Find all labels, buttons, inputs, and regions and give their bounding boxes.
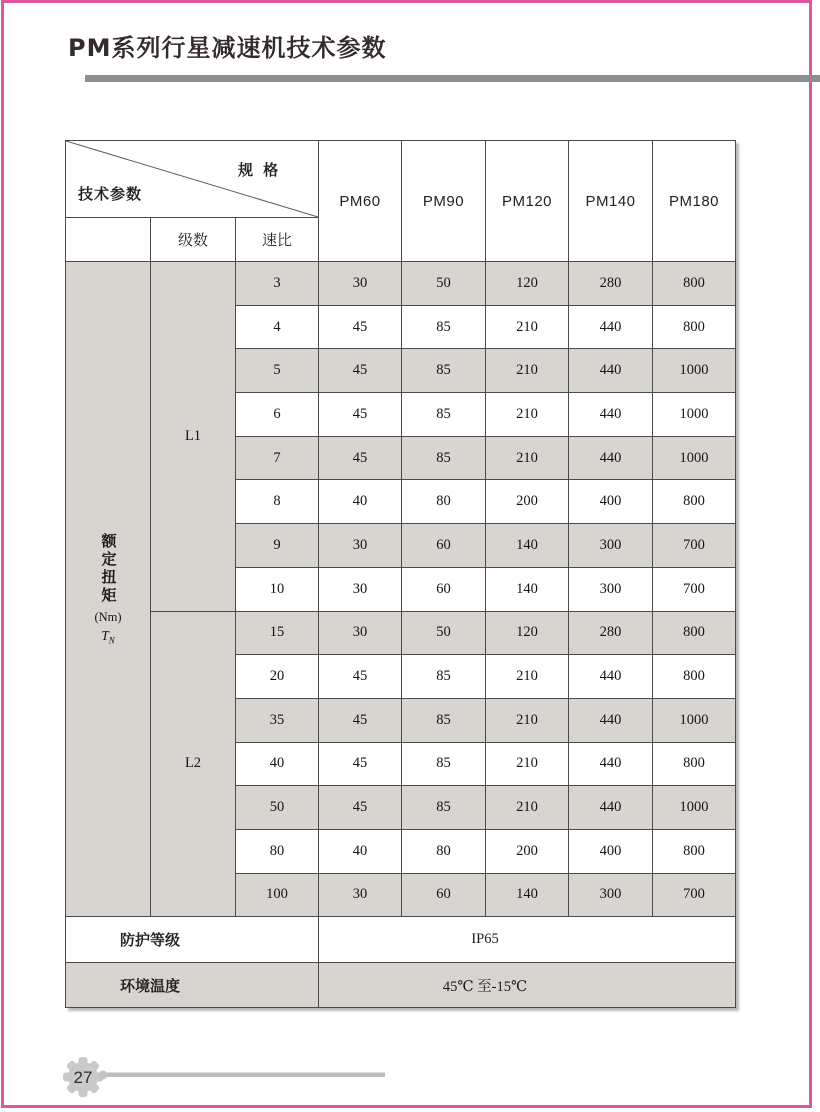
value-cell: 400 xyxy=(569,829,653,873)
page-number: 27 xyxy=(73,1068,93,1087)
value-cell: 300 xyxy=(569,873,653,917)
ratio-cell: 15 xyxy=(236,611,319,655)
value-cell: 60 xyxy=(402,567,486,611)
stage-cell-l2: L2 xyxy=(151,611,236,917)
value-cell: 440 xyxy=(569,436,653,480)
value-cell: 30 xyxy=(319,873,402,917)
rated-torque-row-header xyxy=(66,262,151,917)
ambient-temperature-value: 45℃ 至-15℃ xyxy=(319,962,736,1008)
value-cell: 700 xyxy=(653,873,736,917)
stage-header-cell: 级数 xyxy=(151,218,236,262)
value-cell: 440 xyxy=(569,349,653,393)
value-cell: 210 xyxy=(486,786,569,830)
ratio-cell: 10 xyxy=(236,567,319,611)
ratio-cell: 3 xyxy=(236,262,319,306)
value-cell: 800 xyxy=(653,829,736,873)
column-header-pm90: PM90 xyxy=(402,141,486,262)
value-cell: 1000 xyxy=(653,393,736,437)
value-cell: 60 xyxy=(402,873,486,917)
value-cell: 800 xyxy=(653,742,736,786)
value-cell: 440 xyxy=(569,393,653,437)
value-cell: 45 xyxy=(319,305,402,349)
value-cell: 45 xyxy=(319,436,402,480)
value-cell: 1000 xyxy=(653,436,736,480)
parameters-table xyxy=(65,140,736,1008)
footer-rule-line xyxy=(107,1073,385,1078)
empty-header-cell xyxy=(66,218,151,262)
value-cell: 45 xyxy=(319,393,402,437)
value-cell: 800 xyxy=(653,611,736,655)
value-cell: 210 xyxy=(486,393,569,437)
value-cell: 45 xyxy=(319,742,402,786)
spec-header-label: 规 格 xyxy=(238,162,282,179)
value-cell: 80 xyxy=(402,480,486,524)
value-cell: 800 xyxy=(653,305,736,349)
ratio-cell: 7 xyxy=(236,436,319,480)
value-cell: 440 xyxy=(569,786,653,830)
value-cell: 85 xyxy=(402,349,486,393)
ratio-cell: 80 xyxy=(236,829,319,873)
ambient-temperature-label: 环境温度 xyxy=(66,962,319,1008)
value-cell: 30 xyxy=(319,567,402,611)
protection-grade-value: IP65 xyxy=(319,917,736,963)
column-header-pm180: PM180 xyxy=(653,141,736,262)
value-cell: 210 xyxy=(486,698,569,742)
ratio-cell: 40 xyxy=(236,742,319,786)
value-cell: 1000 xyxy=(653,786,736,830)
value-cell: 120 xyxy=(486,611,569,655)
value-cell: 700 xyxy=(653,524,736,568)
value-cell: 800 xyxy=(653,262,736,306)
value-cell: 1000 xyxy=(653,349,736,393)
value-cell: 80 xyxy=(402,829,486,873)
value-cell: 45 xyxy=(319,349,402,393)
value-cell: 30 xyxy=(319,262,402,306)
value-cell: 85 xyxy=(402,655,486,699)
page-title: PM系列行星减速机技术参数 xyxy=(68,34,387,62)
protection-grade-label: 防护等级 xyxy=(66,917,319,963)
value-cell: 85 xyxy=(402,786,486,830)
table-header-row-1 xyxy=(66,141,736,218)
stage-cell-l1: L1 xyxy=(151,262,236,612)
value-cell: 140 xyxy=(486,567,569,611)
value-cell: 140 xyxy=(486,524,569,568)
rated-torque-vertical-label: 额定扭矩 xyxy=(99,532,116,605)
value-cell: 40 xyxy=(319,480,402,524)
value-cell: 30 xyxy=(319,524,402,568)
value-cell: 440 xyxy=(569,655,653,699)
footer-rule-dot xyxy=(99,1071,108,1080)
value-cell: 1000 xyxy=(653,698,736,742)
ambient-temperature-row xyxy=(66,962,736,1008)
value-cell: 210 xyxy=(486,655,569,699)
ratio-cell: 4 xyxy=(236,305,319,349)
value-cell: 45 xyxy=(319,655,402,699)
page-footer xyxy=(60,1053,460,1103)
value-cell: 440 xyxy=(569,698,653,742)
ratio-cell: 9 xyxy=(236,524,319,568)
table-row xyxy=(66,611,736,655)
value-cell: 85 xyxy=(402,742,486,786)
value-cell: 280 xyxy=(569,262,653,306)
value-cell: 40 xyxy=(319,829,402,873)
value-cell: 85 xyxy=(402,305,486,349)
torque-symbol: $T_N$ xyxy=(101,627,115,646)
ratio-cell: 100 xyxy=(236,873,319,917)
value-cell: 140 xyxy=(486,873,569,917)
value-cell: 50 xyxy=(402,262,486,306)
value-cell: 85 xyxy=(402,436,486,480)
tech-params-header-label: 技术参数 xyxy=(78,186,143,203)
value-cell: 120 xyxy=(486,262,569,306)
value-cell: 700 xyxy=(653,567,736,611)
column-header-pm120: PM120 xyxy=(486,141,569,262)
table-row xyxy=(66,262,736,306)
ratio-cell: 6 xyxy=(236,393,319,437)
value-cell: 440 xyxy=(569,305,653,349)
value-cell: 400 xyxy=(569,480,653,524)
column-header-pm60: PM60 xyxy=(319,141,402,262)
value-cell: 45 xyxy=(319,786,402,830)
value-cell: 210 xyxy=(486,742,569,786)
value-cell: 210 xyxy=(486,436,569,480)
ratio-cell: 35 xyxy=(236,698,319,742)
value-cell: 300 xyxy=(569,524,653,568)
value-cell: 800 xyxy=(653,480,736,524)
ratio-cell: 20 xyxy=(236,655,319,699)
value-cell: 200 xyxy=(486,480,569,524)
title-underline-bar xyxy=(85,75,820,82)
protection-grade-row xyxy=(66,917,736,963)
corner-header-cell xyxy=(66,141,319,218)
value-cell: 50 xyxy=(402,611,486,655)
value-cell: 440 xyxy=(569,742,653,786)
value-cell: 210 xyxy=(486,305,569,349)
value-cell: 210 xyxy=(486,349,569,393)
value-cell: 300 xyxy=(569,567,653,611)
value-cell: 85 xyxy=(402,393,486,437)
value-cell: 30 xyxy=(319,611,402,655)
value-cell: 60 xyxy=(402,524,486,568)
torque-unit-label: (Nm) xyxy=(94,609,122,624)
value-cell: 200 xyxy=(486,829,569,873)
ratio-header-cell: 速比 xyxy=(236,218,319,262)
value-cell: 45 xyxy=(319,698,402,742)
value-cell: 800 xyxy=(653,655,736,699)
ratio-cell: 50 xyxy=(236,786,319,830)
column-header-pm140: PM140 xyxy=(569,141,653,262)
ratio-cell: 5 xyxy=(236,349,319,393)
value-cell: 280 xyxy=(569,611,653,655)
value-cell: 85 xyxy=(402,698,486,742)
ratio-cell: 8 xyxy=(236,480,319,524)
